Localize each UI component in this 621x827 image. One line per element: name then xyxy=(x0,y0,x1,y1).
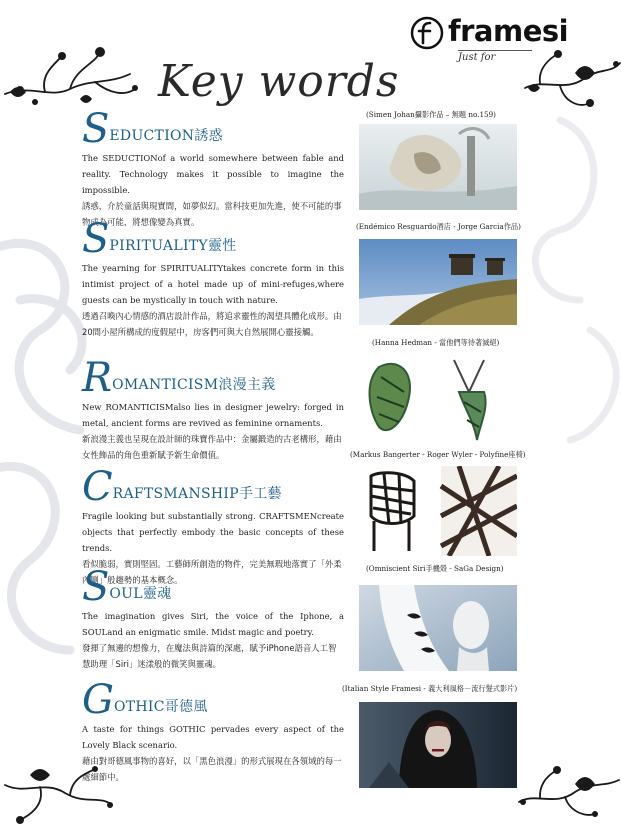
section-heading xyxy=(82,106,344,152)
section-heading xyxy=(82,564,344,610)
section-soul xyxy=(82,564,344,672)
chinese-text: 誘惑，介於童話與現實間，如夢似幻。當科技更加先進，使不可能的事物成為可能，將想像變為真實。 xyxy=(82,201,342,227)
heading-initial: G xyxy=(82,677,114,723)
english-text: The SEDUCTIONof a world somewhere between fable and reality. Technology makes it possible to imagine the impossible. xyxy=(82,153,344,195)
heading-rest: RAFTSMANSHIP手工藝 xyxy=(112,486,282,502)
chinese-text: 看似脆弱，實則堅固。工藝師所創造的物件，完美無瑕地落實了「外柔內剛」般趨勢的基本概念。 xyxy=(82,559,342,585)
heading-rest: OUL靈魂 xyxy=(109,586,172,602)
section-heading xyxy=(82,677,344,723)
section-spirituality xyxy=(82,216,344,340)
heading-initial: R xyxy=(82,355,113,401)
section-romanticism xyxy=(82,355,344,463)
chinese-text: 新浪漫主義也呈現在設計師的珠寶作品中：金屬鍛造的古老構形，藉由女性飾品的角色重新賦予新生命價值。 xyxy=(82,434,342,460)
english-text: The imagination gives Siri, the voice of the Iphone, a SOULand an enigmatic smile. Midst magic and poetry. xyxy=(82,611,344,637)
floral-ornament-top-left xyxy=(0,44,140,114)
heading-rest: PIRITUALITY靈性 xyxy=(109,238,237,254)
photo-caption: (Italian Style Framesi - 義大利風格－流行髮式影片) xyxy=(342,684,518,693)
section-gothic xyxy=(82,677,344,785)
chinese-text: 透過召喚內心情感的酒店設計作品，將追求靈性的渴望具體化成形。由20間小屋所構成的度假屋中，房客們可與大自然展開心靈接觸。 xyxy=(82,311,342,337)
photo-caption: (Omniscient Siri手機殼 - SaGa Design) xyxy=(366,564,504,573)
brand-name: framesi xyxy=(448,14,569,48)
photo-seduction xyxy=(359,124,517,210)
photo-caption: (Markus Bangerter - Roger Wyler - Polyfine座椅) xyxy=(350,450,526,459)
english-text: The yearning for SPIRITUALITYtakes concrete form in this intimist project of a hotel made up of mini-refuges,where guests can be mystically in touch with nature. xyxy=(82,263,344,305)
heading-initial: S xyxy=(82,216,110,262)
heading-initial: S xyxy=(82,564,110,610)
english-text: New ROMANTICISMalso lies in designer jewelry: forged in metal, ancient forms are revived as feminine ornaments. xyxy=(82,402,344,428)
heading-initial: S xyxy=(82,106,110,152)
heading-rest: EDUCTION誘惑 xyxy=(109,128,223,144)
english-text: A taste for things GOTHIC pervades every aspect of the Lovely Black scenario. xyxy=(82,724,344,750)
photo-romanticism xyxy=(359,352,517,444)
section-heading xyxy=(82,355,344,401)
photo-gothic xyxy=(359,702,517,788)
heading-initial: C xyxy=(82,464,113,510)
floral-ornament-bottom-right xyxy=(515,762,621,822)
page-title: Key words xyxy=(158,56,400,107)
heading-rest: OTHIC哥德風 xyxy=(113,699,208,715)
photo-soul xyxy=(359,585,517,671)
photo-spirituality xyxy=(359,239,517,325)
chinese-text: 發揮了無邊的想像力，在魔法與詩篇的深處，賦予iPhone語音人工智慧助理「Siri」迷漾般的微笑與靈魂。 xyxy=(82,643,337,669)
photo-caption: (Simen Johan攝影作品 – 無題 no.159) xyxy=(366,110,496,119)
photo-caption: (Endémico Resguardo酒店 - Jorge Garcia作品) xyxy=(356,222,521,231)
heading-rest: OMANTICISM浪漫主義 xyxy=(112,377,276,393)
section-seduction xyxy=(82,106,344,230)
english-text: Fragile looking but substantially strong. CRAFTSMENcreate objects that perfectly embody the basic concepts of these trends. xyxy=(82,511,344,553)
framesi-logo-icon xyxy=(410,16,444,50)
section-heading xyxy=(82,216,344,262)
chinese-text: 藉由對哥德風事物的喜好，以「黑色浪漫」的形式展現在各領域的每一處細節中。 xyxy=(82,756,342,782)
brand-tagline: Just for xyxy=(458,50,532,63)
photo-caption: (Hanna Hedman - 當他們等待著滅絕) xyxy=(372,338,500,347)
brand-logo xyxy=(410,14,569,70)
photo-craftsmanship xyxy=(359,466,517,556)
section-heading xyxy=(82,464,344,510)
